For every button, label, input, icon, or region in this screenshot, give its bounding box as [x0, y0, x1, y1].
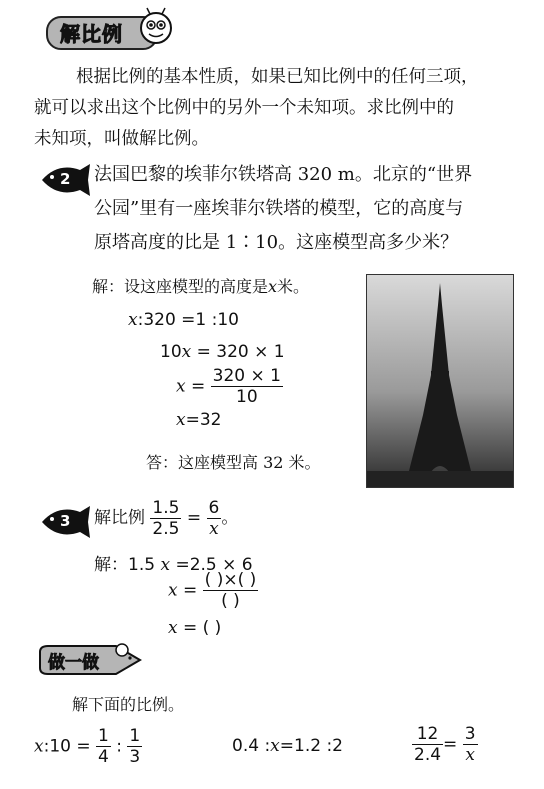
- step3-rhs: = ( ): [183, 618, 222, 638]
- example-number: 2: [60, 170, 71, 188]
- variable-x: x: [270, 736, 280, 756]
- section-title: 解比例: [60, 22, 123, 46]
- intro-line: 就可以求出这个比例中的另外一个未知项。求比例中的: [34, 98, 454, 118]
- practice-badge-label: 做一做: [48, 653, 99, 673]
- variable-x: x: [268, 277, 278, 296]
- p1-lhs: :10 =: [43, 736, 91, 757]
- fraction-denominator: x: [209, 519, 219, 539]
- problem-label: 解比例: [94, 508, 145, 528]
- example3-step-3: [168, 618, 221, 638]
- fraction-blank: [203, 570, 259, 611]
- variable-x: x: [176, 410, 186, 430]
- step2-rhs: = 320 × 1: [196, 342, 285, 362]
- fraction-numerator: ( )×( ): [204, 570, 257, 590]
- step1-rhs: =2.5 × 6: [175, 555, 253, 575]
- fraction-denominator: ( ): [221, 591, 240, 611]
- fraction-numerator: 320 × 1: [212, 366, 281, 386]
- fraction-denominator: 3: [129, 747, 141, 767]
- variable-x: x: [168, 580, 178, 601]
- problem-line: 原塔高度的比是 1∶10。这座模型高多少米？: [94, 232, 459, 253]
- example3-problem: 解比例 $\frac{1.5}{2.5}$ = $\frac{6}{x}$ 。: [94, 498, 239, 539]
- variable-x: x: [160, 555, 171, 575]
- example2-problem: [94, 158, 514, 260]
- intro-line: 根据比例的基本性质，如果已知比例中的任何三项，: [76, 67, 479, 87]
- step2-coef: 10: [160, 342, 182, 362]
- eiffel-tower-photo: [366, 274, 514, 488]
- fraction-numerator: 1: [129, 726, 141, 746]
- fraction: [463, 724, 478, 765]
- fraction-denominator: 10: [236, 387, 258, 407]
- variable-x: x: [34, 736, 44, 757]
- fraction-numerator: 12: [412, 724, 443, 745]
- answer: 答：这座模型高 32 米。: [146, 453, 321, 472]
- fraction-numerator: 6: [208, 498, 220, 518]
- equation-step-4: [176, 410, 221, 430]
- equation-step-1: [128, 310, 239, 330]
- intro-paragraph: [34, 62, 514, 155]
- practice-instruction: 解下面的比例。: [72, 695, 185, 714]
- section-badge: [40, 6, 164, 50]
- fraction-numerator: 3: [464, 724, 476, 744]
- practice-badge: [36, 642, 144, 678]
- fraction: [127, 726, 142, 767]
- intro-line: 未知项，叫做解比例。: [34, 129, 209, 149]
- variable-x: x: [168, 618, 178, 638]
- variable-x: x: [176, 376, 186, 397]
- fraction-denominator: 4: [98, 747, 109, 767]
- example-number: 3: [60, 512, 71, 530]
- caterpillar-head-icon: [136, 6, 176, 46]
- solution-text: 解：设这座模型的高度是: [92, 277, 269, 296]
- fraction-denominator: x: [465, 745, 475, 765]
- step4-text: =32: [185, 410, 222, 430]
- fraction-denominator: 2.5: [152, 519, 180, 539]
- solution-unit: 米。: [277, 277, 310, 296]
- variable-x: x: [181, 342, 192, 362]
- example3-step-2: x = $\frac{( )\times( )}{( )}$: [168, 570, 257, 611]
- practice-problem-2: [232, 736, 343, 756]
- solution-intro: [92, 274, 309, 297]
- p2-rhs: =1.2 :2: [279, 736, 343, 756]
- fraction-denominator: 2.4: [414, 745, 442, 765]
- variable-x: x: [128, 310, 138, 330]
- problem-line: 法国巴黎的埃菲尔铁塔高 320 m。北京的“世界: [94, 164, 473, 185]
- p2-lhs: 0.4 :: [232, 736, 271, 756]
- equation-step-2: [160, 342, 285, 362]
- fraction-numerator: 1.5: [152, 498, 180, 518]
- fraction: [412, 724, 443, 765]
- step1-text: :320 =1 :10: [137, 310, 239, 330]
- fraction: [150, 498, 181, 539]
- problem-line: 公园”里有一座埃菲尔铁塔的模型，它的高度与: [94, 198, 464, 219]
- equation-step-3: x = $\frac{320 \times 1}{10}$: [176, 366, 281, 407]
- step1-prefix: 解：1.5: [94, 555, 156, 575]
- fraction: [96, 726, 111, 767]
- fraction-numerator: 1: [98, 726, 109, 746]
- fraction: [207, 498, 222, 539]
- fraction: [211, 366, 283, 407]
- practice-problem-3: $\frac{12}{2.4}$ = $\frac{3}{x}$: [414, 724, 476, 765]
- eiffel-tower-icon: [367, 275, 513, 487]
- practice-problem-1: x:10 = $\frac{1}{4}$ : $\frac{1}{3}$: [34, 726, 141, 767]
